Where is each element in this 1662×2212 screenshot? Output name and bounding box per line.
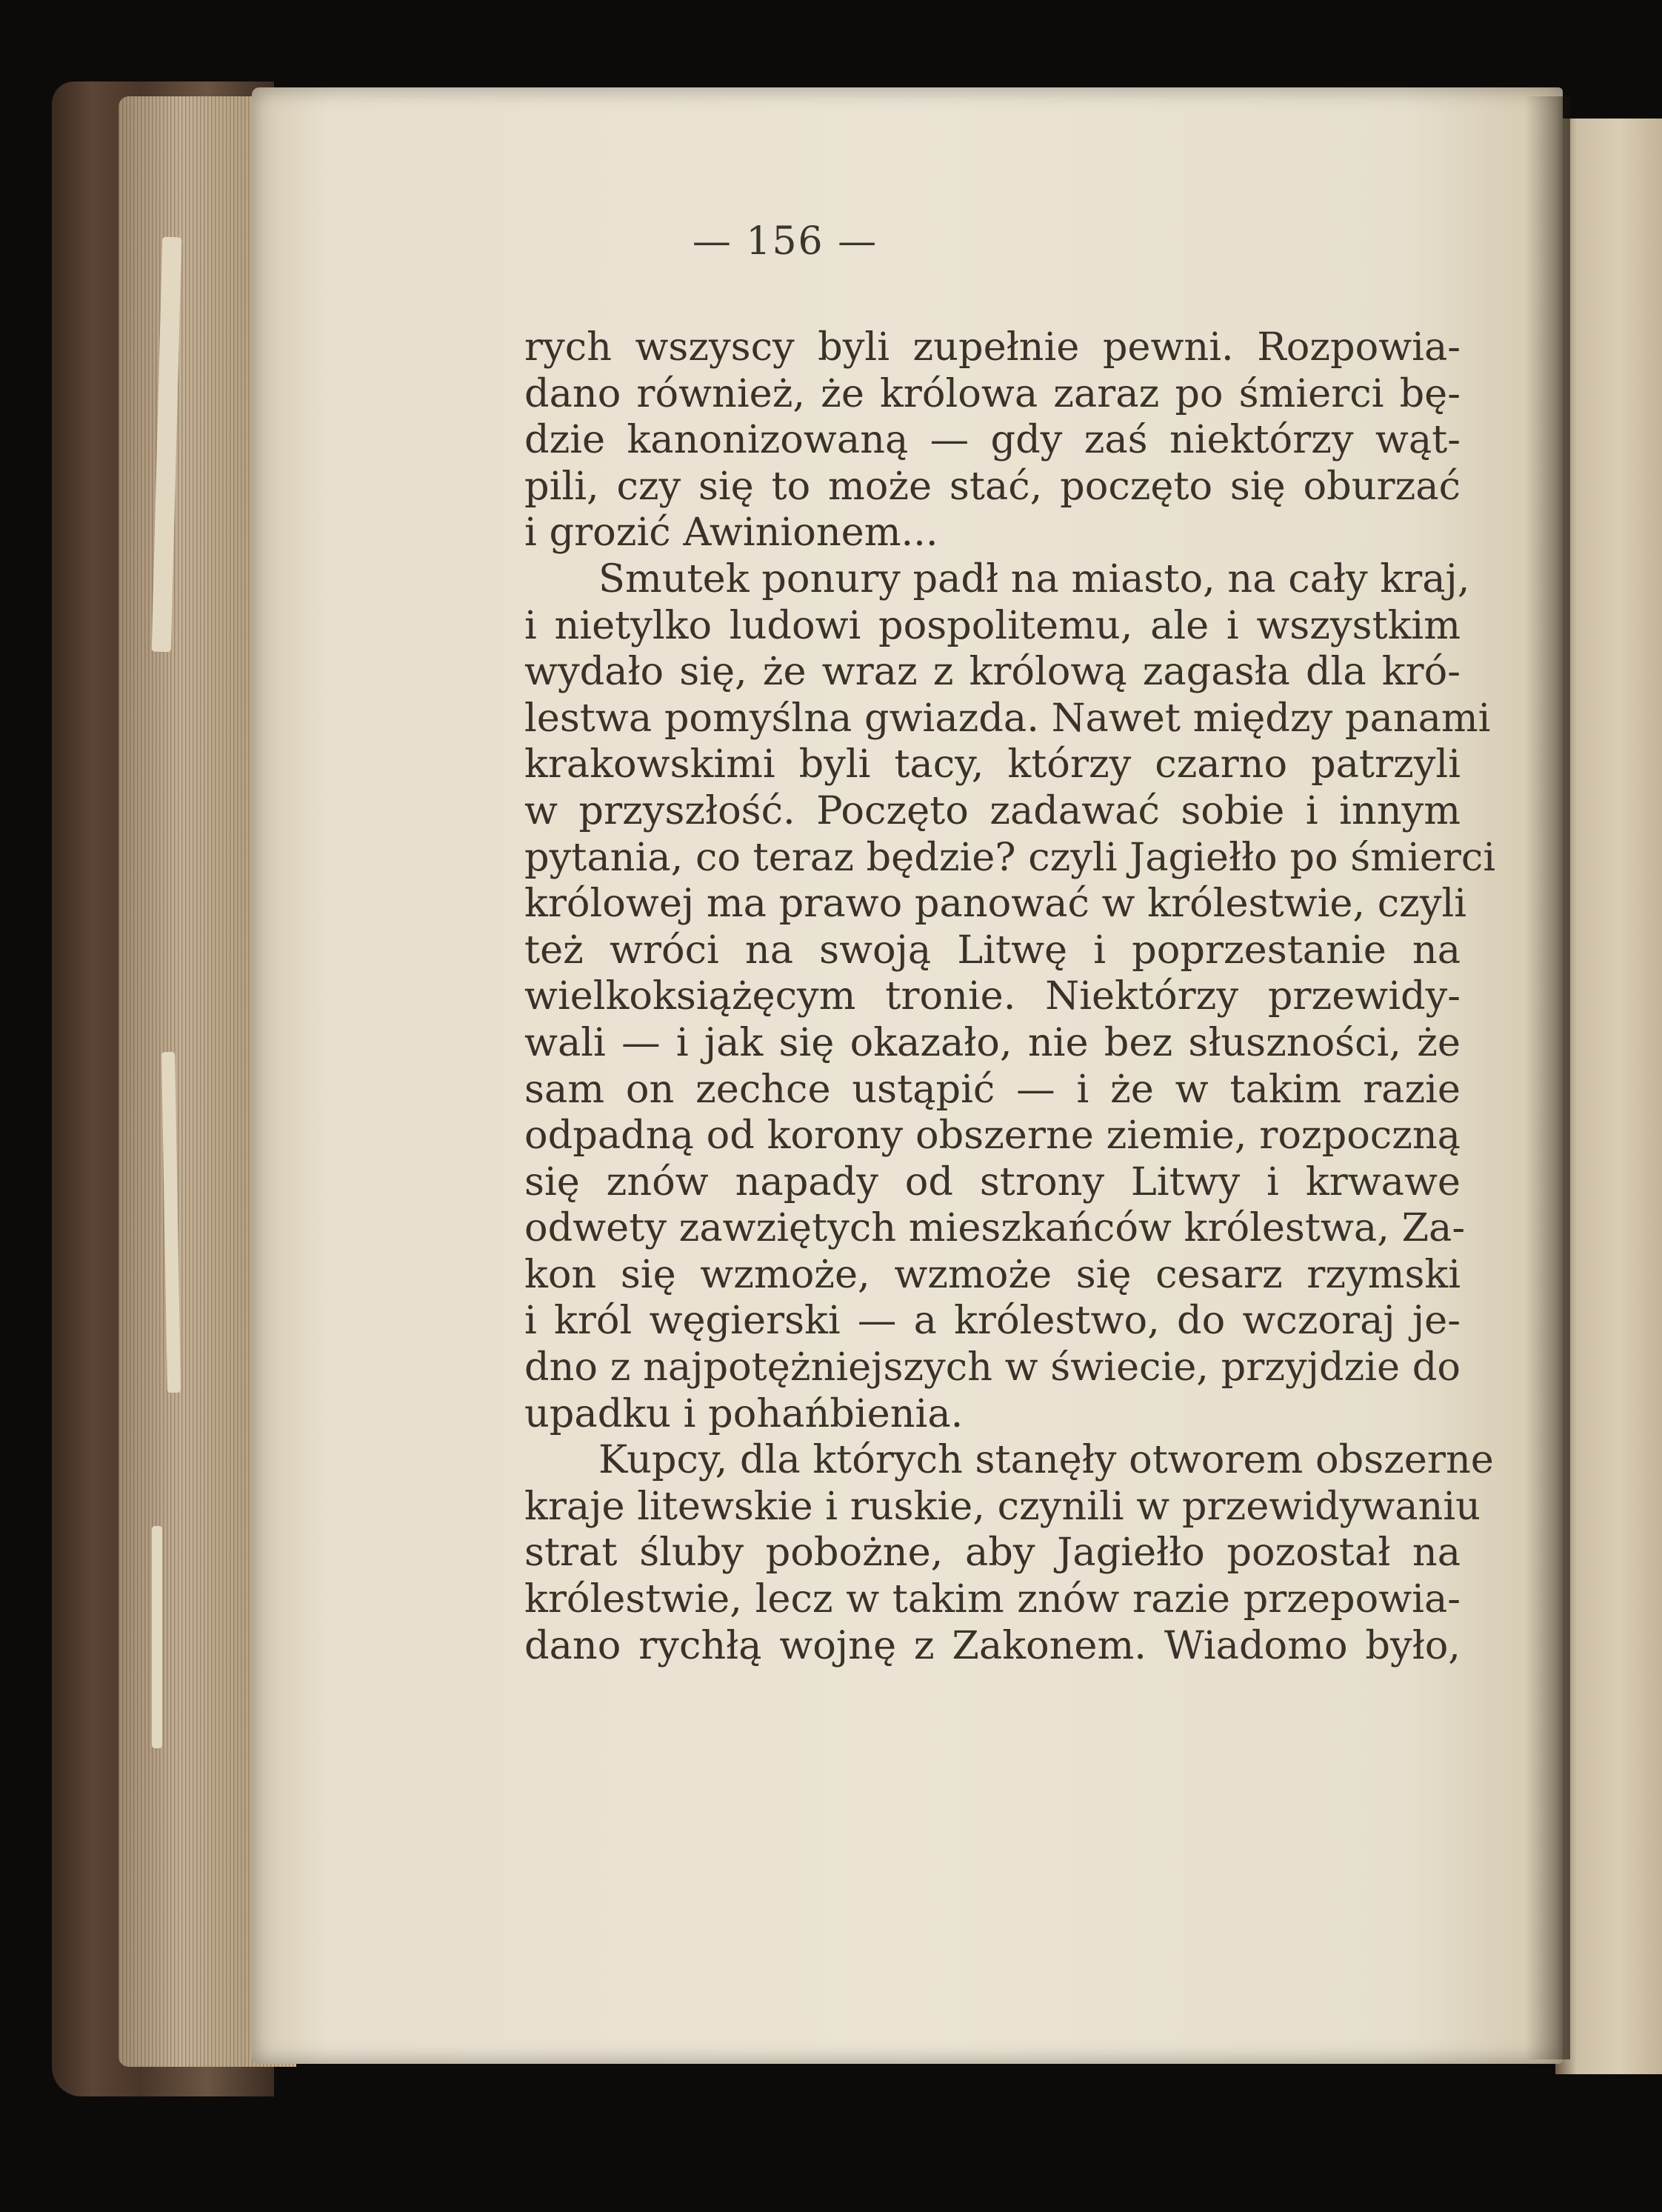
text-line: królestwie, lecz w takim znów razie przepowia- (524, 1576, 1461, 1622)
text-line: odpadną od korony obszerne ziemie, rozpoczną (524, 1113, 1461, 1159)
text-line: kon się wzmoże, wzmoże się cesarz rzymski (524, 1251, 1461, 1297)
text-line: i król węgierski — a królestwo, do wczoraj je- (524, 1298, 1461, 1344)
text-line: i grozić Awinionem... (524, 510, 938, 556)
text-line: pili, czy się to może stać, poczęto się oburzać (524, 463, 1461, 509)
text-line: się znów napady od strony Litwy i krwawe (524, 1159, 1461, 1205)
text-line: Smutek ponury padł na miasto, na cały kraj, (598, 556, 1470, 602)
page-number: — 156 — (692, 219, 878, 264)
text-line: dano rychłą wojnę z Zakonem. Wiadomo było, (524, 1622, 1461, 1668)
text-line: wielkoksiążęcym tronie. Niektórzy przewidy- (524, 973, 1461, 1019)
text-line: Kupcy, dla których stanęły otworem obszerne (598, 1437, 1494, 1483)
text-line: i nietylko ludowi pospolitemu, ale i wszystkim (524, 602, 1461, 648)
page-text (524, 324, 1496, 1669)
next-page-edge (1555, 119, 1662, 2074)
text-line: upadku i pohańbienia. (524, 1390, 964, 1436)
gutter-shadow (1526, 96, 1570, 2059)
text-line: odwety zawziętych mieszkańców królestwa, Za- (524, 1205, 1466, 1251)
text-line: też wróci na swoją Litwę i poprzestanie na (524, 927, 1461, 973)
text-line: w przyszłość. Poczęto zadawać sobie i innym (524, 787, 1461, 833)
text-line: królowej ma prawo panować w królestwie, czyli (524, 881, 1467, 927)
text-line: sam on zechce ustąpić — i że w takim razie (524, 1066, 1461, 1112)
text-line: lestwa pomyślna gwiazda. Nawet między panami (524, 695, 1491, 741)
text-line: dno z najpotężniejszych w świecie, przyjdzie do (524, 1345, 1461, 1390)
torn-page-edge (152, 1526, 162, 1748)
text-line: dano również, że królowa zaraz po śmierci bę- (524, 370, 1461, 416)
text-line: wali — i jak się okazało, nie bez słuszności, że (524, 1019, 1461, 1065)
text-line: dzie kanonizowaną — gdy zaś niektórzy wąt- (524, 417, 1461, 463)
text-line: wydało się, że wraz z królową zagasła dla kró- (524, 649, 1461, 695)
text-line: kraje litewskie i ruskie, czynili w przewidywaniu (524, 1483, 1481, 1529)
text-line: krakowskimi byli tacy, którzy czarno patrzyli (524, 742, 1461, 787)
text-line: strat śluby pobożne, aby Jagiełło pozostał na (524, 1530, 1461, 1576)
text-line: rych wszyscy byli zupełnie pewni. Rozpowia- (524, 324, 1461, 370)
text-line: pytania, co teraz będzie? czyli Jagiełło po śmierci (524, 834, 1496, 880)
